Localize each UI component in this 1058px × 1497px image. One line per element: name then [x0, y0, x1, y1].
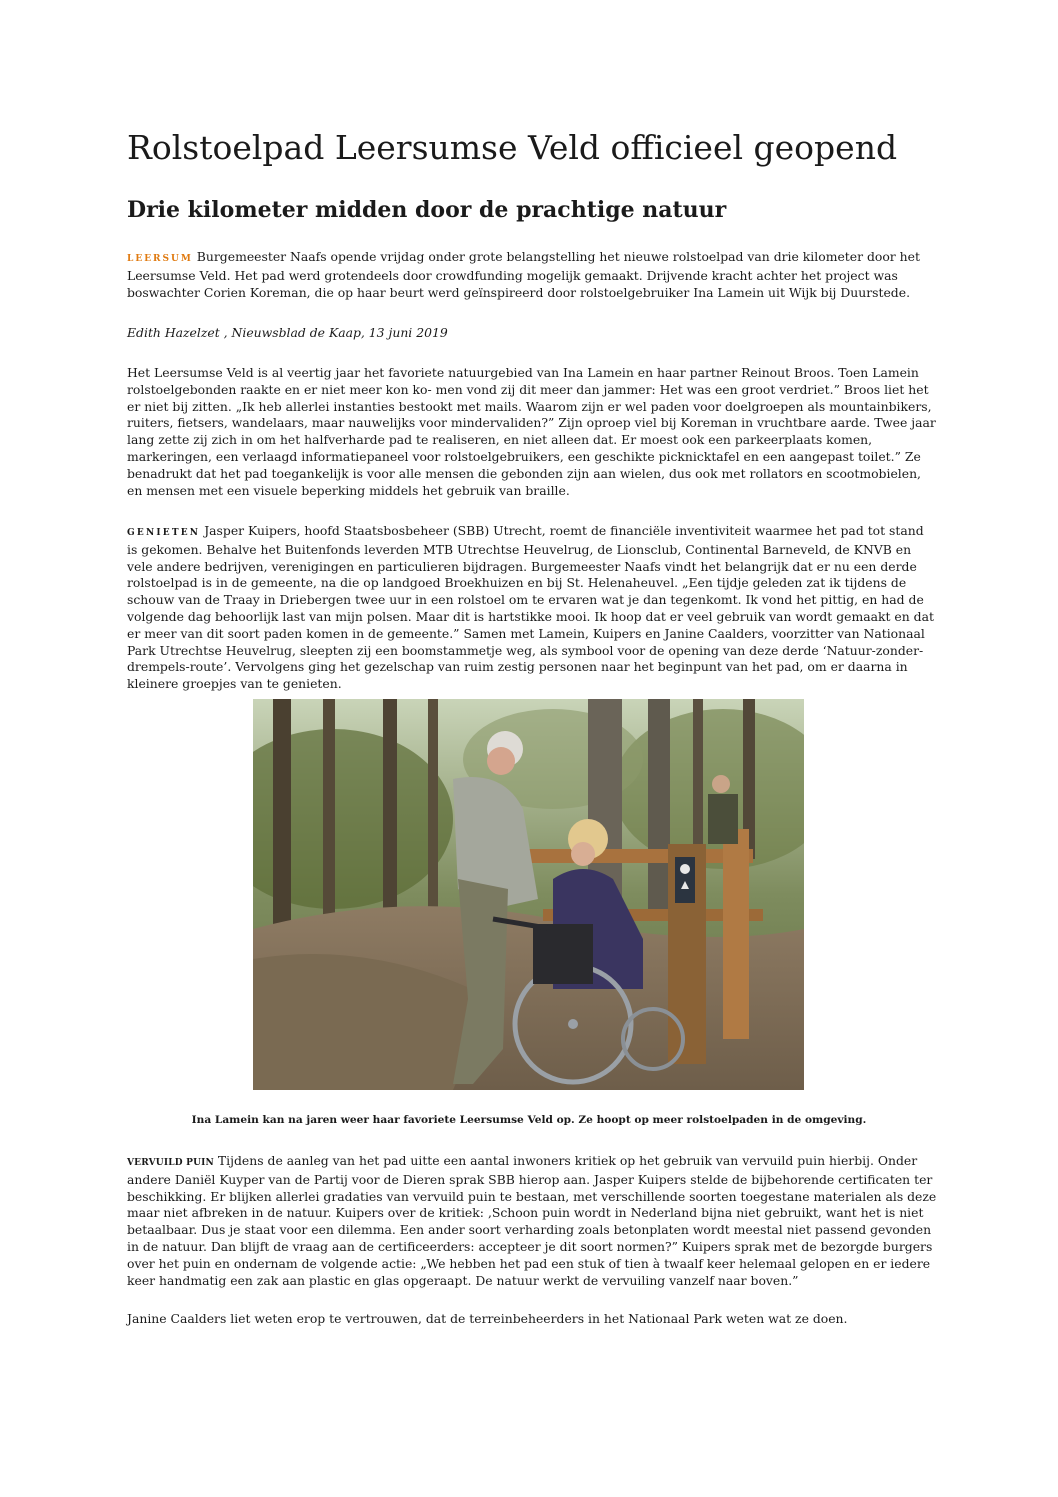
- wheelchair-forest-photo-icon: [253, 699, 804, 1090]
- kicker-vervuild-puin: VERVUILD PUIN: [127, 1158, 214, 1168]
- photo-caption: Ina Lamein kan na jaren weer haar favoriete Leersumse Veld op. Ze hoopt op meer rolstoelpaden in de omgeving.: [191, 1114, 867, 1126]
- byline: Edith Hazelzet , Nieuwsblad de Kaap, 13 juni 2019: [127, 325, 448, 340]
- intro-text: Burgemeester Naafs opende vrijdag onder grote belangstelling het nieuwe rolstoelpad van drie kilometer door het Leersumse Veld. Het pad werd grotendeels door crowdfunding mogelijk gemaakt. Drijvende kracht achter het project was boswachter Corien Koreman, die op haar beurt werd geïnspireerd door rolstoelgebruiker Ina Lamein uit Wijk bij Duurstede.: [127, 249, 920, 300]
- puin-text: Tijdens de aanleg van het pad uitte een aantal inwoners kritiek op het gebruik van vervuild puin hierbij. Onder andere Daniël Kuyper van de Partij voor de Dieren sprak SBB hierop aan. Jasper Kuipers stelde de bijbehorende certificaten ter beschikking. Er blijken allerlei gradaties van vervuild puin te bestaan, met verschillende soorten toegestane materialen als deze maar niet afbreken in de natuur. Kuipers over de kritiek: ‚Schoon puin wordt in Nederland bijna niet gebruikt, want het is niet betaalbaar. Dus je staat voor een dilemma. Een ander soort verharding zoals betonplaten wordt meestal niet passend gevonden in de natuur. Dan blijft de vraag aan de certificeerders: accepteer je dit soort normen?” Kuipers sprak met de bezorgde burgers over het puin en ondernam de volgende actie: „We hebben het pad een stuk of tien à twaalf keer helemaal gelopen en er iedere keer handmatig een zak aan plastic en glas opgeraapt. De natuur werkt de vervuiling vanzelf naar boven.”: [127, 1153, 937, 1288]
- kicker-leersum: LEERSUM: [127, 254, 193, 264]
- section-vervuild-puin: [127, 1153, 937, 1289]
- genieten-text: Jasper Kuipers, hoofd Staatsbosbeheer (SBB) Utrecht, roemt de financiële inventiviteit waarmee het pad tot stand is gekomen. Behalve het Buitenfonds leverden MTB Utrechtse Heuvelrug, de Lionsclub, Continental Barneveld, de KNVB en vele andere bedrijven, verenigingen en particulieren bijdragen. Burgemeester Naafs vindt het belangrijk dat er nu een derde rolstoelpad is in de gemeente, na die op landgoed Broekhuizen en bij St. Helenaheuvel. „Een tijdje geleden zat ik tijdens de schouw van de Traay in Driebergen twee uur in een rolstoel om te ervaren wat je dan tegenkomt. Ik vond het pittig, en had de volgende dag behoorlijk last van mijn polsen. Maar dit is hartstikke mooi. Ik hoop dat er veel gebruik van wordt gemaakt en dat er meer van dit soort paden komen in de gemeente.” Samen met Lamein, Kuipers en Janine Caalders, voorzitter van Nationaal Park Utrechtse Heuvelrug, sleepten zij een boomstammetje weg, als symbool voor de opening van deze derde ‘Natuur-zonder-drempels-route’. Vervolgens ging het gezelschap van ruim zestig personen naar het beginpunt van het pad, om er daarna in kleinere groepjes van te genieten.: [127, 523, 934, 692]
- article-subtitle: Drie kilometer midden door de prachtige natuur: [127, 197, 727, 223]
- section-genieten: [127, 523, 937, 693]
- article-title: Rolstoelpad Leersumse Veld officieel geopend: [127, 128, 898, 167]
- article-photo: [253, 699, 804, 1090]
- closing-paragraph: Janine Caalders liet weten erop te vertrouwen, dat de terreinbeheerders in het Nationaal Park weten wat ze doen.: [127, 1311, 848, 1326]
- body-paragraph-1: Het Leersumse Veld is al veertig jaar het favoriete natuurgebied van Ina Lamein en haar partner Reinout Broos. Toen Lamein rolstoelgebonden raakte en er niet meer kon ko- men vond zij dit meer dan jammer: Het was een groot verdriet.” Broos liet het er niet bij zitten. „Ik heb allerlei instanties bestookt met mails. Waarom zijn er wel paden voor doelgroepen als mountainbikers, ruiters, fietsers, wandelaars, maar nauwelijks voor mindervaliden?” Zijn oproep viel bij Koreman in vruchtbare aarde. Twee jaar lang zette zij zich in om het halfverharde pad te realiseren, en niet alleen dat. Er moest ook een parkeerplaats komen, markeringen, een verlaagd informatiepaneel voor rolstoelgebruikers, een geschikte picknicktafel en een aangepast toilet.” Ze benadrukt dat het pad toegankelijk is voor alle mensen die gebonden zijn aan wielen, dus ook met rollators en scootmobielen, en mensen met een visuele beperking middels het gebruik van braille.: [127, 365, 936, 498]
- kicker-genieten: GENIETEN: [127, 528, 201, 538]
- intro-paragraph: [127, 249, 937, 301]
